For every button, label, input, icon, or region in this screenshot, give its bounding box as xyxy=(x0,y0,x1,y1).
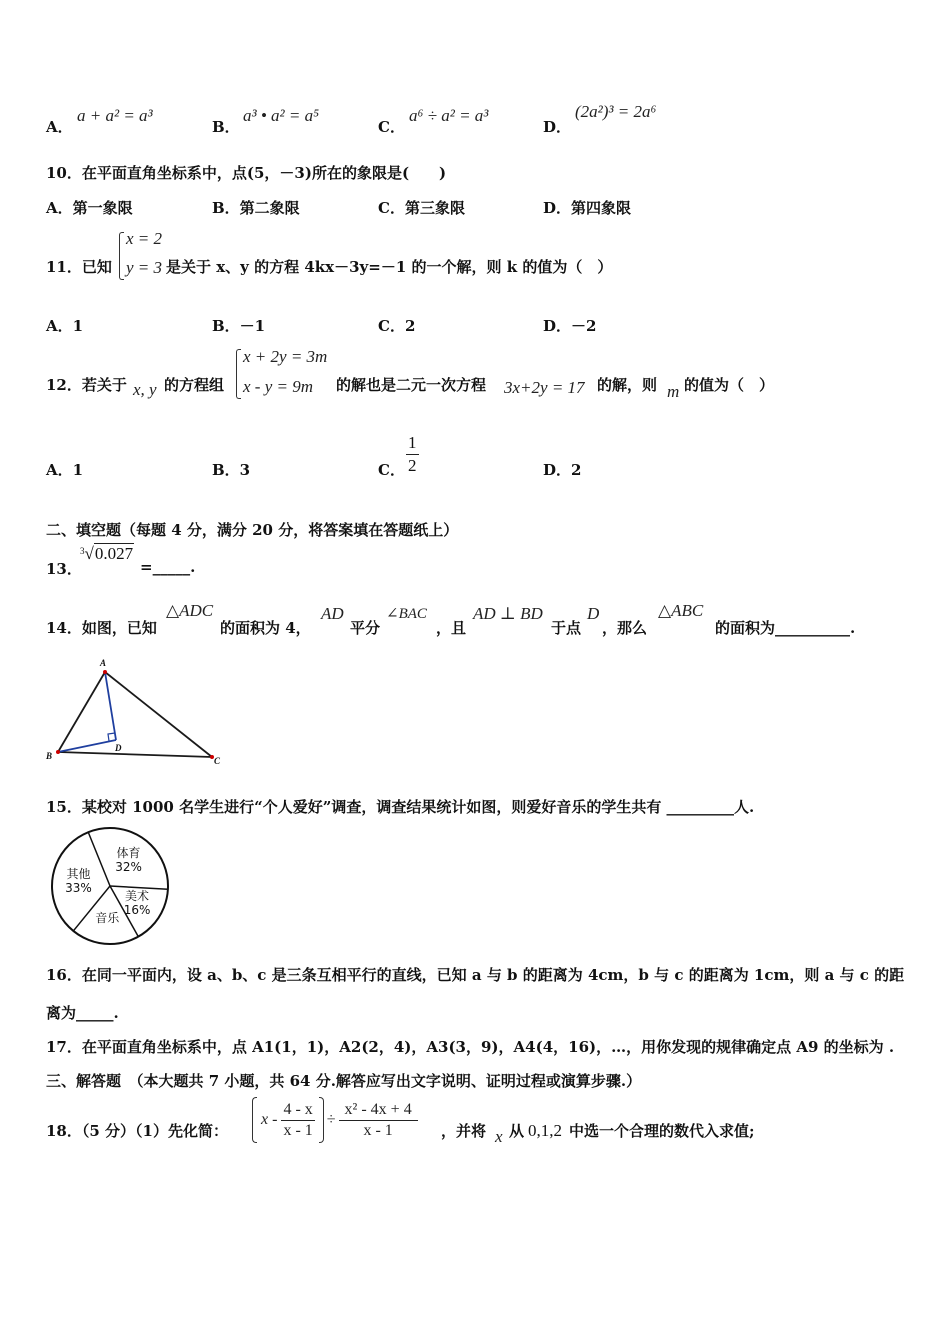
q14-tri-abc: △ABC xyxy=(658,601,704,620)
q18-fraction2 xyxy=(339,1101,418,1140)
q18-left-paren xyxy=(252,1097,257,1143)
q14-prefix: 14．如图，已知 xyxy=(46,619,157,637)
q12-option-d: D．2 xyxy=(543,461,582,479)
pie-slice-percent-1: 16% xyxy=(123,902,151,917)
q12-mid3: 的解，则 xyxy=(597,376,658,394)
segment-ab xyxy=(58,672,105,752)
q18-text3: 中选一个合理的数代入求值; xyxy=(569,1122,755,1140)
q11-prefix: 11．已知 xyxy=(46,258,112,276)
q18-prefix: 18．（5 分）（1）先化简： xyxy=(46,1122,228,1140)
q14-text3: ，且 xyxy=(436,619,467,637)
q18-right-paren xyxy=(319,1097,324,1143)
q10-option-d: D．第四象限 xyxy=(543,199,632,217)
section3-heading: 三、解答题 （本大题共 7 小题，共 64 分.解答应写出文字说明、证明过程或演算步骤.） xyxy=(46,1072,642,1090)
q12-option-c-fraction xyxy=(406,433,419,476)
q12-var-m: m xyxy=(667,382,680,401)
q16-line2: 离为_____. xyxy=(46,1004,119,1022)
q12-eq2: x - y = 9m xyxy=(243,377,314,396)
q14-text5: ，那么 xyxy=(602,619,648,637)
q18-text2: 从 xyxy=(509,1122,525,1140)
q9-option-a-math: a + a² = a³ xyxy=(77,106,153,125)
pie-slice-percent-0: 32% xyxy=(115,860,142,875)
segment-bc xyxy=(58,752,212,757)
q11-suffix: 是关于 x、y 的方程 4kx－3y=－1 的一个解，则 k 的值为（ ） xyxy=(166,258,613,276)
point-a-dot xyxy=(103,670,107,674)
q13-root-index: 3 xyxy=(80,546,85,556)
q14-text4: 于点 xyxy=(551,619,582,637)
pie-slice-label-1: 美术 xyxy=(125,888,150,903)
q14-ad: AD xyxy=(321,604,344,623)
q18-x-minus: x - xyxy=(261,1111,278,1128)
q9-option-c-math: a⁶ ÷ a² = a³ xyxy=(409,106,489,125)
q13-radicand: 0.027 xyxy=(94,544,134,563)
q11-option-d: D．－2 xyxy=(543,317,597,335)
q18-f2-den: x - 1 xyxy=(363,1121,393,1139)
q17-stem: 17．在平面直角坐标系中，点 A1(1，1)，A2(2，4)，A3(3，9)，A4(4，16)，…，用你发现的规律确定点 A9 的坐标为 . xyxy=(46,1038,895,1056)
q14-text1: 的面积为 4， xyxy=(220,619,311,637)
pie-slice-label-2: 音乐 xyxy=(95,910,120,925)
q18-divide-sign: ÷ xyxy=(326,1111,336,1128)
pie-slice-label-0: 体育 xyxy=(116,846,141,861)
q12-mid: 的方程组 xyxy=(164,376,225,394)
q10-stem: 10．在平面直角坐标系中，点(5，－3)所在的象限是( ) xyxy=(46,164,447,182)
q12-vars: x, y xyxy=(133,380,157,399)
q12-frac-den: 2 xyxy=(408,456,417,475)
segment-bd xyxy=(58,740,116,752)
q15-pie-chart xyxy=(46,824,181,948)
q12-option-b: B．3 xyxy=(212,461,251,479)
q13-prefix: 13． xyxy=(46,560,82,578)
q18-var-x: x xyxy=(495,1127,503,1146)
q14-angle: ∠BAC xyxy=(386,606,427,622)
q12-option-c: C． xyxy=(378,461,405,479)
q15-stem: 15．某校对 1000 名学生进行“个人爱好”调查，调查结果统计如图，则爱好音乐的学生共有 _________人. xyxy=(46,798,755,816)
q11-option-c: C．2 xyxy=(378,317,416,335)
q11-option-a: A．1 xyxy=(46,317,84,335)
q18-text1: ，并将 xyxy=(441,1122,487,1140)
q11-system-brace xyxy=(119,232,124,280)
q14-perp: AD ⊥ BD xyxy=(473,604,543,623)
q9-option-d-label: D． xyxy=(543,118,572,136)
label-d: D xyxy=(115,743,122,753)
q13-suffix: =_____. xyxy=(140,558,196,576)
q9-option-b-label: B． xyxy=(212,118,240,136)
section2-heading: 二、填空题（每题 4 分，满分 20 分，将答案填在答题纸上） xyxy=(46,521,459,539)
q9-option-a-label: A． xyxy=(46,118,73,136)
q14-triangle-figure xyxy=(40,655,230,770)
q12-option-a: A．1 xyxy=(46,461,84,479)
q18-f1-den: x - 1 xyxy=(283,1121,313,1139)
segment-ad xyxy=(105,672,116,740)
q13-cube-root xyxy=(80,544,134,564)
radical-sign-icon: √ xyxy=(84,544,94,563)
q12-eq1: x + 2y = 3m xyxy=(243,347,328,366)
q18-set: 0,1,2 xyxy=(528,1121,562,1140)
q18-f2-num: x² - 4x + 4 xyxy=(339,1101,418,1121)
q11-eq1: x = 2 xyxy=(126,229,163,248)
q10-option-c: C．第三象限 xyxy=(378,199,465,217)
q12-system-brace xyxy=(236,349,241,399)
q11-option-b: B．－1 xyxy=(212,317,266,335)
q14-tri-adc: △ADC xyxy=(166,601,214,620)
q12-frac-num: 1 xyxy=(406,433,419,455)
q12-mid2: 的解也是二元一次方程 xyxy=(336,376,487,394)
point-b-dot xyxy=(56,750,60,754)
q12-suffix: 的值为（ ） xyxy=(684,376,775,394)
q11-eq2: y = 3 xyxy=(126,258,163,277)
q10-option-b: B．第二象限 xyxy=(212,199,300,217)
pie-slice-label-3: 其他 xyxy=(66,867,91,882)
q9-option-c-label: C． xyxy=(378,118,405,136)
q14-point-d: D xyxy=(587,604,600,623)
pie-slice-percent-3: 33% xyxy=(65,881,92,896)
label-a: A xyxy=(100,658,107,668)
q14-text6: 的面积为__________. xyxy=(715,619,856,637)
q18-fraction1 xyxy=(281,1101,314,1140)
label-b: B xyxy=(46,751,53,761)
q18-f1-num: 4 - x xyxy=(281,1101,314,1121)
q18-expression xyxy=(252,1097,418,1143)
q12-eq3: 3x+2y = 17 xyxy=(504,378,585,397)
q14-text2: 平分 xyxy=(350,619,381,637)
q9-option-d-math: (2a²)³ = 2a⁶ xyxy=(575,102,657,121)
q16-line1: 16．在同一平面内，设 a、b、c 是三条互相平行的直线，已知 a 与 b 的距离为 4cm，b 与 c 的距离为 1cm，则 a 与 c 的距 xyxy=(46,966,905,984)
q9-option-b-math: a³ • a² = a⁵ xyxy=(243,106,320,125)
q12-prefix: 12．若关于 xyxy=(46,376,127,394)
q10-option-a: A．第一象限 xyxy=(46,199,133,217)
label-c: C xyxy=(214,756,221,766)
